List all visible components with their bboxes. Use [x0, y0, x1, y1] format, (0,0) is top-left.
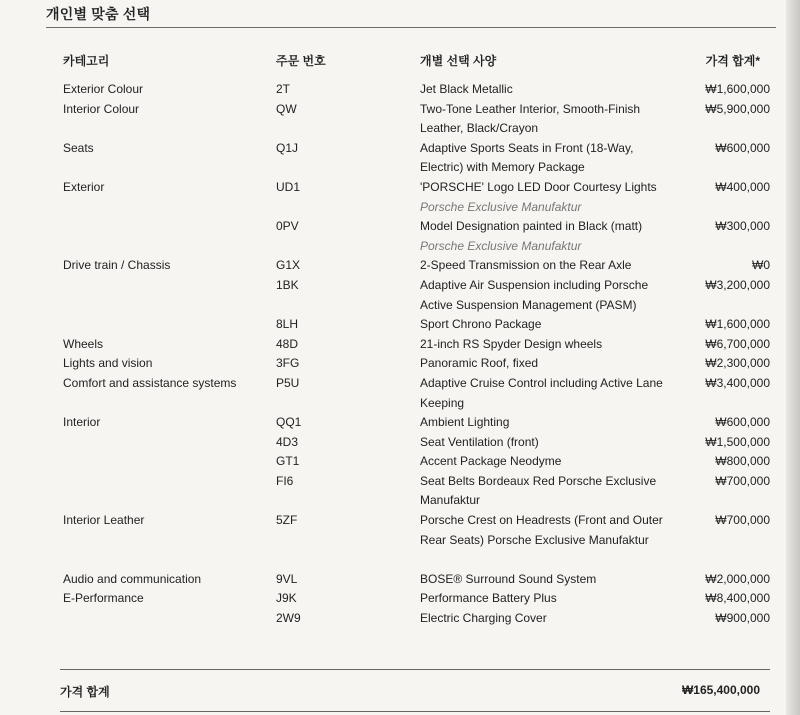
price-cell: ₩3,200,000: [705, 277, 770, 292]
header-price: 가격 합계*: [705, 54, 760, 68]
table-row: [0, 472, 800, 511]
spec-cell: Ambient Lighting: [420, 415, 510, 430]
spec-cell: BOSE® Surround Sound System: [420, 571, 597, 586]
header-category: 카테고리: [63, 54, 110, 68]
table-row: [0, 217, 800, 256]
spec-cell: Adaptive Air Suspension including Porsche Active Suspension Management (PASM): [420, 277, 649, 312]
code-cell: J9K: [276, 591, 297, 606]
category-cell: Interior: [63, 415, 101, 430]
code-cell: FI6: [276, 473, 294, 488]
price-cell: ₩900,000: [715, 611, 770, 626]
table-row: [0, 589, 800, 609]
category-cell: Interior Colour: [63, 101, 140, 116]
table-row: [0, 80, 800, 100]
table-row: [0, 100, 800, 139]
manufaktur-note: Porsche Exclusive Manufaktur: [420, 199, 582, 214]
spec-cell-group: [420, 178, 670, 217]
table-row: [0, 413, 800, 433]
code-cell: 4D3: [276, 434, 299, 449]
table-row: [0, 276, 800, 315]
table-row: [0, 452, 800, 472]
spec-cell: 2-Speed Transmission on the Rear Axle: [420, 258, 632, 273]
code-cell: 9VL: [276, 571, 298, 586]
category-cell: Interior Leather: [63, 513, 145, 528]
category-cell: E-Performance: [63, 591, 144, 606]
spec-cell: Two-Tone Leather Interior, Smooth-Finish Leather, Black/Crayon: [420, 101, 641, 136]
code-cell: Q1J: [276, 140, 299, 155]
spec-cell: Performance Battery Plus: [420, 591, 557, 606]
price-cell: ₩800,000: [715, 454, 770, 469]
table-row: [0, 256, 800, 276]
table-row: [0, 570, 800, 590]
category-cell: Audio and communication: [63, 571, 202, 586]
table-row: [0, 374, 800, 413]
spec-cell: Jet Black Metallic: [420, 82, 513, 96]
header-code: 주문 번호: [276, 54, 326, 68]
total-price: ₩165,400,000: [681, 683, 760, 697]
category-cell: Seats: [63, 140, 94, 155]
price-cell: ₩700,000: [715, 473, 770, 488]
price-cell: ₩8,400,000: [705, 591, 770, 606]
total-label: 가격 합계: [60, 685, 110, 699]
spec-cell: Model Designation painted in Black (matt): [420, 219, 643, 234]
spec-cell: Sport Chrono Package: [420, 317, 542, 332]
code-cell: 5ZF: [276, 513, 298, 528]
price-cell: ₩1,600,000: [705, 82, 770, 96]
manufaktur-note: Porsche Exclusive Manufaktur: [420, 238, 582, 253]
code-cell: G1X: [276, 258, 301, 273]
section-title: 개인별 맞춤 선택: [46, 6, 151, 22]
spec-cell: Adaptive Sports Seats in Front (18-Way, Electric) with Memory Package: [420, 140, 634, 175]
table-row: [0, 354, 800, 374]
page-edge-shadow: [786, 0, 800, 715]
price-cell: ₩700,000: [715, 513, 770, 528]
category-cell: Drive train / Chassis: [63, 258, 171, 273]
title-divider: [46, 27, 776, 28]
code-cell: 0PV: [276, 219, 299, 234]
table-row: [0, 335, 800, 355]
code-cell: UD1: [276, 179, 301, 194]
table-row: [0, 139, 800, 178]
spec-cell: 21-inch RS Spyder Design wheels: [420, 336, 603, 351]
code-cell: 2W9: [276, 611, 301, 626]
price-cell: ₩2,300,000: [705, 356, 770, 371]
spec-cell: Seat Belts Bordeaux Red Porsche Exclusive Manufaktur: [420, 473, 657, 508]
category-cell: Comfort and assistance systems: [63, 375, 237, 390]
category-cell: Wheels: [63, 336, 104, 351]
code-cell: GT1: [276, 454, 300, 469]
price-cell: ₩0: [752, 258, 770, 273]
price-cell: ₩300,000: [715, 219, 770, 234]
code-cell: 1BK: [276, 277, 299, 292]
category-cell: Exterior: [63, 179, 105, 194]
code-cell: 8LH: [276, 317, 299, 332]
header-spec: 개별 선택 사양: [420, 54, 497, 68]
total-divider-top: [60, 669, 770, 670]
spec-cell: Accent Package Neodyme: [420, 454, 562, 469]
table-row: [0, 609, 800, 629]
spec-cell-group: [420, 217, 670, 256]
code-cell: 48D: [276, 336, 299, 351]
spec-cell: 'PORSCHE' Logo LED Door Courtesy Lights: [420, 179, 657, 194]
code-cell: P5U: [276, 375, 300, 390]
category-cell: Exterior Colour: [63, 82, 144, 96]
price-cell: ₩5,900,000: [705, 101, 770, 116]
category-cell: Lights and vision: [63, 356, 153, 371]
spec-cell: Porsche Crest on Headrests (Front and Outer Rear Seats) Porsche Exclusive Manufaktur: [420, 513, 663, 547]
price-cell: ₩400,000: [715, 179, 770, 194]
options-table: [0, 80, 800, 629]
table-row: [0, 178, 800, 217]
table-row: [0, 315, 800, 335]
price-cell: ₩1,600,000: [705, 317, 770, 332]
price-cell: ₩600,000: [715, 415, 770, 430]
spec-cell: Adaptive Cruise Control including Active Lane Keeping: [420, 375, 663, 410]
code-cell: QW: [276, 101, 297, 116]
code-cell: 3FG: [276, 356, 300, 371]
table-row: [0, 433, 800, 453]
spec-cell: Seat Ventilation (front): [420, 434, 539, 449]
price-cell: ₩3,400,000: [705, 375, 770, 390]
total-divider-bottom: [60, 711, 770, 712]
spec-cell: Electric Charging Cover: [420, 611, 547, 626]
code-cell: QQ1: [276, 415, 302, 430]
price-cell: ₩600,000: [715, 140, 770, 155]
price-cell: ₩2,000,000: [705, 571, 770, 586]
price-cell: ₩1,500,000: [705, 434, 770, 449]
code-cell: 2T: [276, 82, 291, 96]
table-row: [0, 511, 800, 570]
spec-cell: Panoramic Roof, fixed: [420, 356, 539, 371]
price-cell: ₩6,700,000: [705, 336, 770, 351]
